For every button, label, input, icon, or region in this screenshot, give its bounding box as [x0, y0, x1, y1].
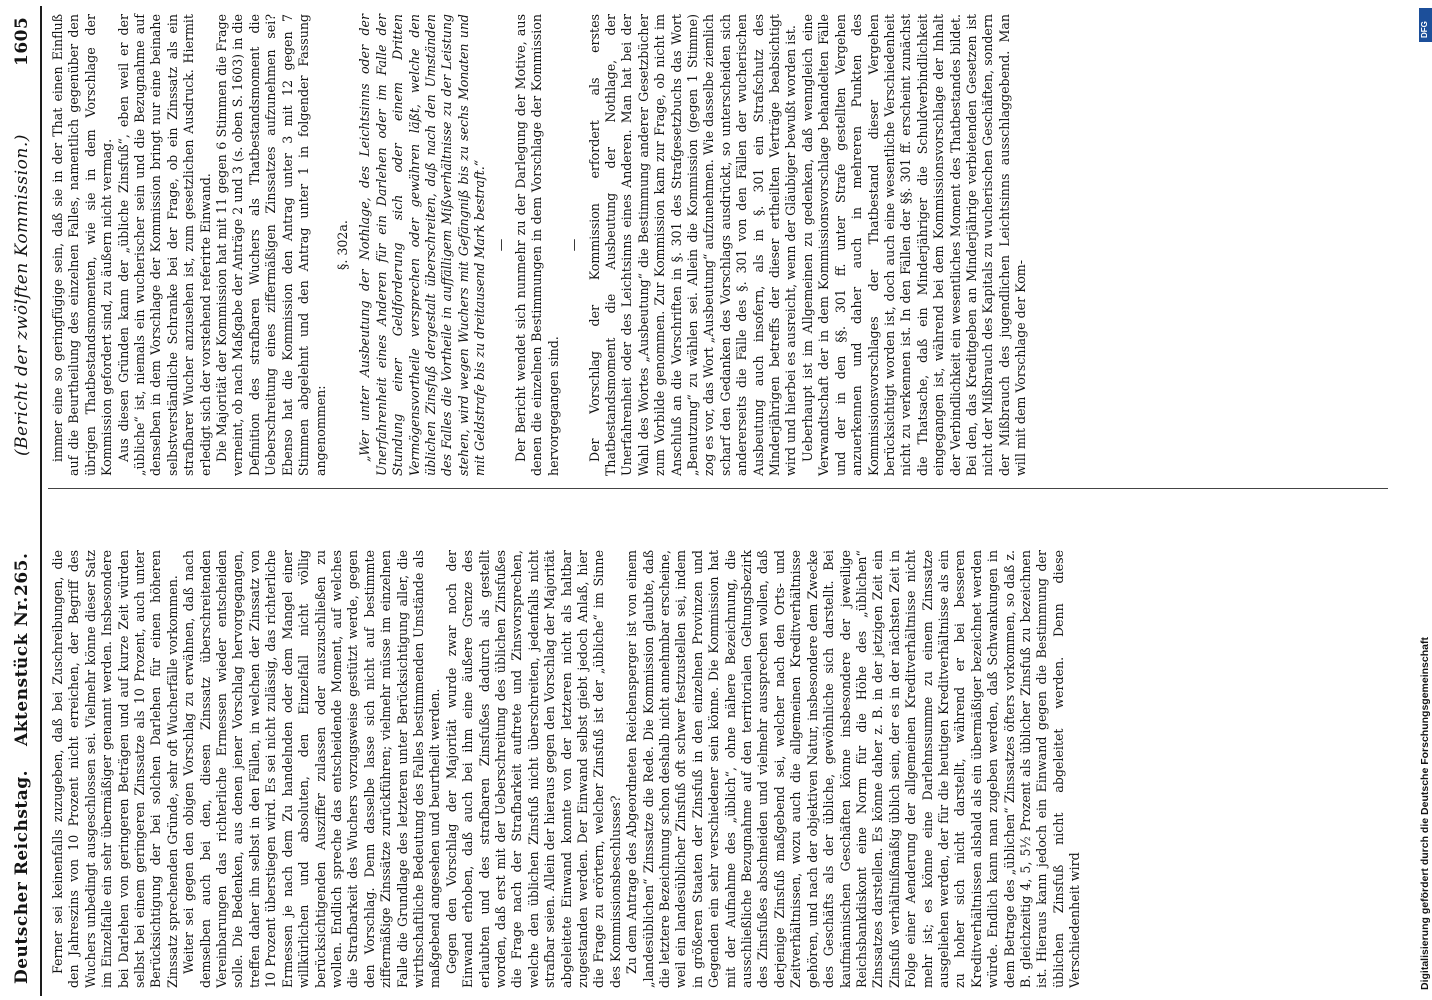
paragraph: Gegen den Vorschlag der Majorität wurde zwar noch der Einwand erhoben, daß auch bei ihm eine äußere Grenze des erlaubten und des strafbaren Zinsfußes dadurch als gestellt worden, daß erst mit der Ueberschreitung des üblichen Zinsfußes die Frage nach der Strafbarkeit auftrete und Zinsvorsprechen, welche den üblichen Zinsfuß nicht überschreiten, jedenfalls nicht strafbar seien. Allein der hieraus gegen den Vorschlag der Majorität abgeleitete Einwand konnte von der letzteren nicht als haltbar zugestanden werden. Der Einwand selbst giebt jedoch Anlaß, hier die Frage zu erörtern, welcher Zinsfuß ist der „übliche“ im Sinne des Kommissionsbeschlusses?: [443, 550, 623, 988]
right-column: [50, 14, 1030, 476]
header-document-label: Aktenstück Nr.: [12, 596, 32, 746]
header-rule: [40, 6, 42, 996]
digitization-credit: Digitalisierung gefördert durch die Deutsche Forschungsgemeinschaft: [1419, 637, 1431, 990]
rotated-page: [8, 6, 1408, 996]
column-separator: [48, 488, 1388, 489]
page-number: 1605: [12, 16, 32, 66]
dfg-logo: DFG: [1419, 8, 1432, 42]
paragraph: Aus diesen Gründen kann der „übliche Zinsfuß“, eben weil er der „übliche“ ist, niemals ein wucherischer sein und die Bezugnahme auf denselben in dem Vorschlage der Kommission bringt nur eine beinahe selbstverständliche Schranke bei der Frage, ob ein Zinssatz als ein strafbarer Wucher anzusehen ist, zum gesetzlichen Ausdruck. Hiermit erledigt sich der vorstehend referirte Einwand.: [115, 14, 213, 476]
header-section-title: (Bericht der zwölften Kommission.): [12, 134, 32, 456]
paragraph: Ueberhaupt ist im Allgemeinen zu gedenken, daß wenngleich eine Verwandtschaft der in dem Kommissionsvorschlage behandelten Fälle und der in den §§. 301 ff. unter Strafe gestellten Vergehen anzuerkennen und daher auch in mehreren Punkten des Kommissionsvorschlages der Thatbestand dieser Vergehen berücksichtigt worden ist, doch auch eine wesentliche Verschiedenheit nicht zu verkennen ist. In den Fällen der §§. 301 ff. erscheint zunächst die Thatsache, daß ein Minderjähriger die Schuldverbindlichkeit eingegangen ist, während bei dem Kommissionsvorschlage der Inhalt der Verbindlichkeit ein wesentliches Moment des Thatbestandes bildet. Bei den, das Kreditgeben an Minderjährige verbietenden Gesetzen ist nicht der Mißbrauch des Kapitals zu wucherischen Geschäften, sondern der Mißbrauch des jugendlichen Leichtsinns ausschlaggebend. Man will mit dem Vorschlage der Kom-: [799, 14, 1029, 476]
statute-quote: „Wer unter Ausbeutung der Nothlage, des Leichtsinns oder der Unerfahrenheit eines Anderen für ein Darlehen oder im Falle der Stundung einer Geldforderung sich oder einem Dritten Vermögensvortheile versprechen oder gewähren läßt, welche den üblichen Zinsfuß dergestalt überschreiten, daß nach den Umständen des Falles die Vortheile in auffälligem Mißverhältnisse zu der Leistung stehen, wird wegen Wuchers mit Gefängniß bis zu sechs Monaten und mit Geldstrafe bis zu dreitausend Mark bestraft.“: [357, 14, 488, 476]
paragraph: Weiter sei gegen den obigen Vorschlag zu erwähnen, daß nach demselben auch bei den, diesen Zinssatz überschreitenden Vereinbarungen das richterliche Ermessen wieder entscheiden solle. Die Bedenken, aus denen jener Vorschlag hervorgegangen, treffen daher ihn selbst in den Fällen, in welchen der Zinssatz von 10 Prozent überstiegen wird. Es sei nicht zulässig, das richterliche Ermessen je nach dem Zu handelnden oder dem Mangel einer willkürlichen und absoluten, den Einzelfall nicht völlig berücksichtigenden Ausziffer zulassen oder auszuschließen zu wollen. Endlich spreche das entscheidende Moment, auf welches die Strafbarkeit des Wuchers vorzugsweise gestützt werde, gegen den Vorschlag. Denn dasselbe lasse sich nicht auf bestimmte ziffermäßige Zinssätze zurückführen; vielmehr müsse im einzelnen Falle die Grundlage des letzteren unter Berücksichtigung aller, die wirthschaftliche Bedeutung des Falles bestimmenden Umstände als maßgebend angesehen und beurtheilt werden.: [181, 550, 443, 988]
divider-dash: —: [566, 238, 582, 252]
header-left: Deutscher Reichstag.: [12, 769, 32, 984]
left-column: [50, 550, 1084, 988]
paragraph: Der Bericht wendet sich nunmehr zu der Darlegung der Motive, aus denen die einzelnen Bestimmungen in dem Vorschlage der Kommission hervorgegangen sind.: [512, 14, 561, 476]
paragraph: immer eine so geringfügige sein, daß sie in der That einen Einfluß auf die Beurtheilung des einzelnen Falles, namentlich gegenüber den übrigen Thatbestandsmomenten, wie sie in dem Vorschlage der Kommission gefordert sind, zu äußern nicht vermag.: [50, 14, 115, 476]
paragraph: Ferner sei keinenfalls zuzugeben, daß bei Zuschreibungen, die den Jahreszins von 10 Prozent nicht erreichen, der Begriff des Wuchers unbedingt ausgeschlossen sei. Vielmehr könne dieser Satz im Einzelfalle ein sehr übermäßiger genannt werden. Insbesondere bei Darlehen von geringeren Beträgen und auf kurze Zeit würden selbst bei einem geringeren Zinssatze als 10 Prozent, auch unter Berücksichtigung der bei solchen Darlehen für einen höheren Zinssatz sprechenden Gründe, sehr oft Wucherfälle vorkommen.: [50, 550, 180, 988]
paragraph: Zu dem Antrage des Abgeordneten Reichensperger ist von einem „landesüblichen“ Zinssatze die Rede. Die Kommission glaubte, daß die letztere Bezeichnung schon deshalb nicht annehmbar erscheine, weil ein landesüblicher Zinsfuß oft schwer festzustellen sei, indem in größeren Staaten der Zinsfuß in den einzelnen Provinzen und Gegenden ein sehr verschiedener sein könne. Die Kommission hat mit der Aufnahme des „üblich“, ohne nähere Bezeichnung, die ausschließliche Bezugnahme auf den territorialen Geltungsbezirk des Zinsfußes abschneiden und vielmehr aussprechen wollen, daß derjenige Zinsfuß maßgebend sei, welcher nach den Orts- und Zeitverhältnissen, wozu auch die allgemeinen Kreditverhältnisse gehören, und nach der objektiven Natur, insbesondere dem Zwecke des Geschäfts als der übliche, gewöhnliche sich darstellt. Bei kaufmännischen Geschäften könne insbesondere der jeweilige Reichsbankdiskont eine Norm für die Höhe des „üblichen“ Zinssatzes darstellen. Es könne daher z. B. in der jetzigen Zeit ein Zinsfuß verhältnißmäßig üblich sein, der es in der nächsten Zeit in Folge einer Aenderung der allgemeinen Kreditverhältnisse nicht mehr ist; es könne eine Darlehnssumme zu einem Zinssatze ausgeliehen werden, der für die heutigen Kreditverhältnisse als ein zu hoher sich nicht darstellt, während er bei besseren Kreditverhältnissen alsbald als ein übermäßiger bezeichnet werden würde. Endlich kann man zugeben werden, daß Schwankungen in dem Betrage des „üblichen“ Zinssatzes öfters vorkommen, so daß z. B. gleichzeitig 4, 5, 5½ Prozent als üblicher Zinsfuß zu bezeichnen ist. Hieraus kann jedoch ein Einwand gegen die Bestimmung der üblichen Zinsfuß nicht abgeleitet werden. Denn diese Verschiedenheit wird: [624, 550, 1083, 988]
paragraph: Die Majorität der Kommission hat mit 11 gegen 6 Stimmen die Frage verneint, ob nach Maßgabe der Anträge 2 und 3 (s. oben S. 1603) in die Definition des strafbaren Wuchers als Thatbestandsmoment die Ueberschreitung eines ziffermäßigen Zinssatzes aufzunehmen sei? Ebenso hat die Kommission den Antrag unter 3 mit 12 gegen 7 Stimmen abgelehnt und den Antrag unter 1 in folgender Fassung angenommen:: [214, 14, 328, 476]
header-document-number: 265.: [12, 552, 32, 596]
section-heading: §. 302a.: [334, 220, 350, 270]
divider-dash: —: [492, 238, 508, 252]
page-header: [8, 6, 38, 996]
paragraph: Der Vorschlag der Kommission erfordert als erstes Thatbestandsmoment die Ausbeutung der Nothlage, der Unerfahrenheit oder des Leichtsinns eines Anderen. Man hat bei der Wahl des Wortes „Ausbeutung“ die Bestimmung anderer Gesetzbücher zum Vorbilde genommen. Zur Kommission kam zur Frage, ob nicht im Anschluß an die Vorschriften in §. 301 des Strafgesetzbuchs das Wort „Benutzung“ zu wählen sei. Allein die Kommission (gegen 1 Stimme) zog es vor, das Wort „Ausbeutung“ aufzunehmen. Wie dasselbe ziemlich scharf den Gedanken des Vorschlags ausdrückt, so unterscheiden sich andererseits die Fälle des §. 301 von den Fällen der wucherischen Ausbeutung auch insofern, als in §. 301 ein Strafschutz des Minderjährigen betreffs der dieser ertheilten Verträge beabsichtigt wird und hierbei es ausreicht, wenn der Gläubiger bewußt worden ist.: [586, 14, 799, 476]
